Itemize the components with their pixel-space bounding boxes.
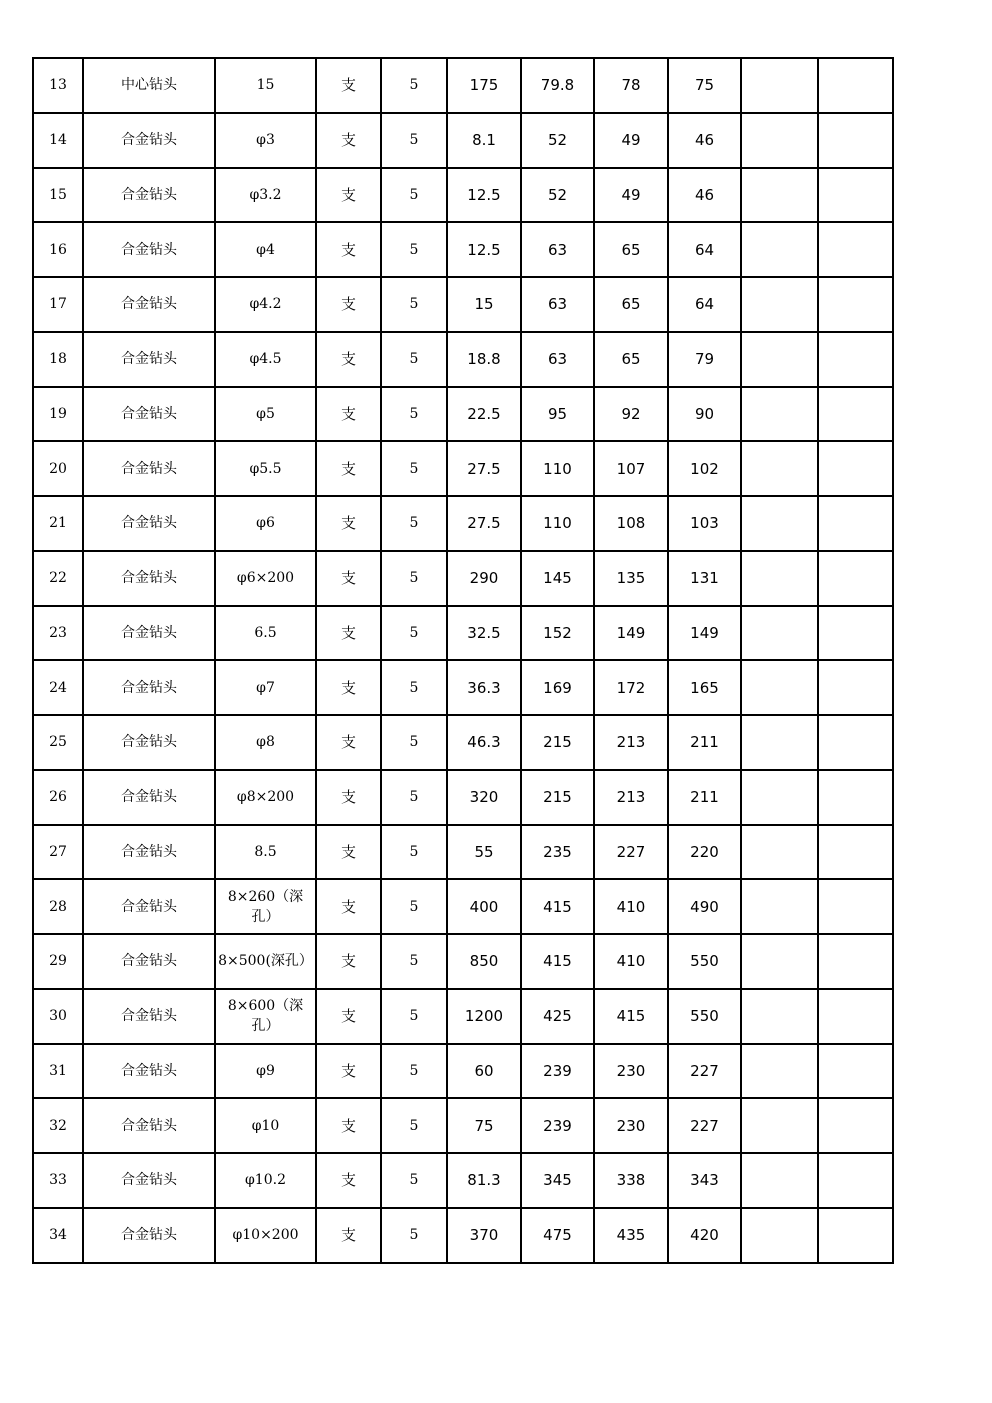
- value-4-cell: 149: [668, 606, 741, 661]
- row-number-cell: 19: [33, 387, 83, 442]
- spec-cell: φ6×200: [215, 551, 316, 606]
- empty-cell-1: [741, 551, 818, 606]
- empty-cell-1: [741, 770, 818, 825]
- quantity-cell: 5: [381, 1098, 447, 1153]
- value-3-cell: 65: [594, 222, 668, 277]
- row-number-cell: 16: [33, 222, 83, 277]
- spec-cell: 15: [215, 58, 316, 113]
- empty-cell-1: [741, 1153, 818, 1208]
- item-name-cell: 合金钻头: [83, 222, 215, 277]
- value-3-cell: 65: [594, 277, 668, 332]
- spec-cell: φ10.2: [215, 1153, 316, 1208]
- item-name-cell: 中心钻头: [83, 58, 215, 113]
- row-number-cell: 23: [33, 606, 83, 661]
- table-row: [33, 277, 893, 332]
- value-2-cell: 475: [521, 1208, 594, 1263]
- row-number-cell: 22: [33, 551, 83, 606]
- value-2-cell: 52: [521, 168, 594, 223]
- item-name-cell: 合金钻头: [83, 660, 215, 715]
- value-1-cell: 370: [447, 1208, 521, 1263]
- value-3-cell: 135: [594, 551, 668, 606]
- row-number-cell: 34: [33, 1208, 83, 1263]
- row-number-cell: 29: [33, 934, 83, 989]
- spec-cell: φ4: [215, 222, 316, 277]
- table-row: [33, 551, 893, 606]
- empty-cell-1: [741, 58, 818, 113]
- quantity-cell: 5: [381, 1153, 447, 1208]
- spec-cell: φ3: [215, 113, 316, 168]
- value-3-cell: 230: [594, 1044, 668, 1099]
- empty-cell-2: [818, 770, 893, 825]
- item-name-cell: 合金钻头: [83, 441, 215, 496]
- row-number-cell: 14: [33, 113, 83, 168]
- item-name-cell: 合金钻头: [83, 168, 215, 223]
- table-row: [33, 660, 893, 715]
- unit-cell: 支: [316, 58, 381, 113]
- empty-cell-1: [741, 496, 818, 551]
- empty-cell-1: [741, 1208, 818, 1263]
- table-row: [33, 1208, 893, 1263]
- item-name-cell: 合金钻头: [83, 934, 215, 989]
- unit-cell: 支: [316, 989, 381, 1044]
- table-row: [33, 879, 893, 934]
- value-3-cell: 172: [594, 660, 668, 715]
- value-2-cell: 110: [521, 441, 594, 496]
- table-row: [33, 715, 893, 770]
- value-1-cell: 400: [447, 879, 521, 934]
- row-number-cell: 25: [33, 715, 83, 770]
- value-3-cell: 435: [594, 1208, 668, 1263]
- value-3-cell: 230: [594, 1098, 668, 1153]
- row-number-cell: 18: [33, 332, 83, 387]
- value-2-cell: 235: [521, 825, 594, 880]
- value-1-cell: 320: [447, 770, 521, 825]
- value-4-cell: 420: [668, 1208, 741, 1263]
- empty-cell-2: [818, 551, 893, 606]
- item-name-cell: 合金钻头: [83, 113, 215, 168]
- value-3-cell: 410: [594, 934, 668, 989]
- spec-cell: φ4.2: [215, 277, 316, 332]
- table-row: [33, 58, 893, 113]
- row-number-cell: 32: [33, 1098, 83, 1153]
- spec-cell: φ5: [215, 387, 316, 442]
- unit-cell: 支: [316, 222, 381, 277]
- item-name-cell: 合金钻头: [83, 496, 215, 551]
- empty-cell-1: [741, 715, 818, 770]
- value-2-cell: 95: [521, 387, 594, 442]
- spec-cell: φ8: [215, 715, 316, 770]
- spec-cell: φ6: [215, 496, 316, 551]
- value-1-cell: 290: [447, 551, 521, 606]
- value-1-cell: 850: [447, 934, 521, 989]
- table-row: [33, 934, 893, 989]
- unit-cell: 支: [316, 441, 381, 496]
- unit-cell: 支: [316, 1098, 381, 1153]
- empty-cell-1: [741, 387, 818, 442]
- spec-cell: φ8×200: [215, 770, 316, 825]
- spec-cell: φ7: [215, 660, 316, 715]
- value-4-cell: 343: [668, 1153, 741, 1208]
- value-4-cell: 227: [668, 1044, 741, 1099]
- price-table: [32, 57, 894, 1264]
- table-row: [33, 222, 893, 277]
- table-row: [33, 496, 893, 551]
- unit-cell: 支: [316, 825, 381, 880]
- empty-cell-1: [741, 606, 818, 661]
- quantity-cell: 5: [381, 168, 447, 223]
- unit-cell: 支: [316, 332, 381, 387]
- value-4-cell: 211: [668, 715, 741, 770]
- empty-cell-2: [818, 222, 893, 277]
- unit-cell: 支: [316, 277, 381, 332]
- quantity-cell: 5: [381, 113, 447, 168]
- table-body: [33, 58, 893, 1263]
- value-1-cell: 55: [447, 825, 521, 880]
- item-name-cell: 合金钻头: [83, 1044, 215, 1099]
- quantity-cell: 5: [381, 1208, 447, 1263]
- spec-cell: 6.5: [215, 606, 316, 661]
- empty-cell-1: [741, 1044, 818, 1099]
- row-number-cell: 33: [33, 1153, 83, 1208]
- value-4-cell: 46: [668, 113, 741, 168]
- table-row: [33, 332, 893, 387]
- empty-cell-1: [741, 989, 818, 1044]
- unit-cell: 支: [316, 387, 381, 442]
- row-number-cell: 31: [33, 1044, 83, 1099]
- row-number-cell: 17: [33, 277, 83, 332]
- value-1-cell: 27.5: [447, 496, 521, 551]
- empty-cell-2: [818, 989, 893, 1044]
- quantity-cell: 5: [381, 441, 447, 496]
- table-row: [33, 113, 893, 168]
- empty-cell-2: [818, 715, 893, 770]
- quantity-cell: 5: [381, 277, 447, 332]
- value-3-cell: 65: [594, 332, 668, 387]
- table-row: [33, 606, 893, 661]
- item-name-cell: 合金钻头: [83, 825, 215, 880]
- value-2-cell: 239: [521, 1098, 594, 1153]
- item-name-cell: 合金钻头: [83, 277, 215, 332]
- value-1-cell: 12.5: [447, 222, 521, 277]
- value-4-cell: 64: [668, 277, 741, 332]
- value-4-cell: 131: [668, 551, 741, 606]
- empty-cell-1: [741, 1098, 818, 1153]
- table-row: [33, 825, 893, 880]
- empty-cell-2: [818, 606, 893, 661]
- unit-cell: 支: [316, 113, 381, 168]
- quantity-cell: 5: [381, 770, 447, 825]
- empty-cell-2: [818, 168, 893, 223]
- quantity-cell: 5: [381, 551, 447, 606]
- empty-cell-1: [741, 825, 818, 880]
- empty-cell-2: [818, 660, 893, 715]
- value-2-cell: 63: [521, 222, 594, 277]
- value-2-cell: 79.8: [521, 58, 594, 113]
- value-4-cell: 550: [668, 989, 741, 1044]
- spec-cell: φ10: [215, 1098, 316, 1153]
- value-4-cell: 103: [668, 496, 741, 551]
- row-number-cell: 24: [33, 660, 83, 715]
- empty-cell-2: [818, 1153, 893, 1208]
- unit-cell: 支: [316, 879, 381, 934]
- quantity-cell: 5: [381, 989, 447, 1044]
- value-2-cell: 239: [521, 1044, 594, 1099]
- spec-cell: φ3.2: [215, 168, 316, 223]
- unit-cell: 支: [316, 551, 381, 606]
- empty-cell-1: [741, 168, 818, 223]
- row-number-cell: 28: [33, 879, 83, 934]
- value-4-cell: 211: [668, 770, 741, 825]
- value-2-cell: 425: [521, 989, 594, 1044]
- value-2-cell: 63: [521, 332, 594, 387]
- quantity-cell: 5: [381, 387, 447, 442]
- empty-cell-1: [741, 660, 818, 715]
- value-3-cell: 92: [594, 387, 668, 442]
- value-4-cell: 550: [668, 934, 741, 989]
- spec-cell: 8.5: [215, 825, 316, 880]
- value-2-cell: 415: [521, 879, 594, 934]
- value-2-cell: 345: [521, 1153, 594, 1208]
- value-4-cell: 165: [668, 660, 741, 715]
- item-name-cell: 合金钻头: [83, 1098, 215, 1153]
- value-3-cell: 415: [594, 989, 668, 1044]
- value-1-cell: 32.5: [447, 606, 521, 661]
- value-3-cell: 213: [594, 715, 668, 770]
- quantity-cell: 5: [381, 222, 447, 277]
- quantity-cell: 5: [381, 58, 447, 113]
- value-4-cell: 75: [668, 58, 741, 113]
- spec-cell: 8×260（深孔）: [215, 879, 316, 934]
- table-row: [33, 168, 893, 223]
- quantity-cell: 5: [381, 496, 447, 551]
- value-4-cell: 220: [668, 825, 741, 880]
- unit-cell: 支: [316, 934, 381, 989]
- empty-cell-2: [818, 879, 893, 934]
- value-3-cell: 78: [594, 58, 668, 113]
- spec-cell: φ10×200: [215, 1208, 316, 1263]
- item-name-cell: 合金钻头: [83, 606, 215, 661]
- quantity-cell: 5: [381, 879, 447, 934]
- empty-cell-2: [818, 332, 893, 387]
- value-1-cell: 12.5: [447, 168, 521, 223]
- empty-cell-1: [741, 222, 818, 277]
- empty-cell-2: [818, 441, 893, 496]
- value-2-cell: 215: [521, 715, 594, 770]
- value-1-cell: 60: [447, 1044, 521, 1099]
- value-1-cell: 46.3: [447, 715, 521, 770]
- unit-cell: 支: [316, 168, 381, 223]
- item-name-cell: 合金钻头: [83, 770, 215, 825]
- spec-cell: φ4.5: [215, 332, 316, 387]
- spec-cell: φ9: [215, 1044, 316, 1099]
- value-1-cell: 75: [447, 1098, 521, 1153]
- row-number-cell: 20: [33, 441, 83, 496]
- table-row: [33, 1153, 893, 1208]
- value-3-cell: 410: [594, 879, 668, 934]
- table-row: [33, 1044, 893, 1099]
- value-3-cell: 108: [594, 496, 668, 551]
- value-1-cell: 15: [447, 277, 521, 332]
- value-4-cell: 90: [668, 387, 741, 442]
- empty-cell-2: [818, 496, 893, 551]
- unit-cell: 支: [316, 770, 381, 825]
- value-3-cell: 49: [594, 168, 668, 223]
- value-3-cell: 227: [594, 825, 668, 880]
- row-number-cell: 27: [33, 825, 83, 880]
- unit-cell: 支: [316, 606, 381, 661]
- value-4-cell: 490: [668, 879, 741, 934]
- value-4-cell: 64: [668, 222, 741, 277]
- quantity-cell: 5: [381, 332, 447, 387]
- empty-cell-2: [818, 1098, 893, 1153]
- empty-cell-2: [818, 113, 893, 168]
- row-number-cell: 21: [33, 496, 83, 551]
- table-row: [33, 989, 893, 1044]
- item-name-cell: 合金钻头: [83, 1208, 215, 1263]
- value-3-cell: 107: [594, 441, 668, 496]
- empty-cell-2: [818, 1044, 893, 1099]
- value-3-cell: 213: [594, 770, 668, 825]
- quantity-cell: 5: [381, 715, 447, 770]
- unit-cell: 支: [316, 1153, 381, 1208]
- empty-cell-2: [818, 277, 893, 332]
- value-2-cell: 415: [521, 934, 594, 989]
- spec-cell: 8×500(深孔）: [215, 934, 316, 989]
- row-number-cell: 13: [33, 58, 83, 113]
- item-name-cell: 合金钻头: [83, 879, 215, 934]
- unit-cell: 支: [316, 1044, 381, 1099]
- unit-cell: 支: [316, 715, 381, 770]
- value-2-cell: 169: [521, 660, 594, 715]
- value-3-cell: 149: [594, 606, 668, 661]
- table-row: [33, 770, 893, 825]
- unit-cell: 支: [316, 496, 381, 551]
- table-row: [33, 441, 893, 496]
- value-1-cell: 27.5: [447, 441, 521, 496]
- empty-cell-2: [818, 58, 893, 113]
- value-2-cell: 215: [521, 770, 594, 825]
- empty-cell-1: [741, 113, 818, 168]
- value-4-cell: 227: [668, 1098, 741, 1153]
- value-1-cell: 175: [447, 58, 521, 113]
- empty-cell-1: [741, 879, 818, 934]
- item-name-cell: 合金钻头: [83, 989, 215, 1044]
- value-2-cell: 52: [521, 113, 594, 168]
- empty-cell-2: [818, 1208, 893, 1263]
- empty-cell-2: [818, 387, 893, 442]
- empty-cell-1: [741, 934, 818, 989]
- item-name-cell: 合金钻头: [83, 715, 215, 770]
- value-1-cell: 8.1: [447, 113, 521, 168]
- value-4-cell: 102: [668, 441, 741, 496]
- row-number-cell: 15: [33, 168, 83, 223]
- quantity-cell: 5: [381, 825, 447, 880]
- item-name-cell: 合金钻头: [83, 1153, 215, 1208]
- value-1-cell: 81.3: [447, 1153, 521, 1208]
- table-row: [33, 1098, 893, 1153]
- empty-cell-1: [741, 332, 818, 387]
- row-number-cell: 26: [33, 770, 83, 825]
- value-2-cell: 145: [521, 551, 594, 606]
- value-1-cell: 36.3: [447, 660, 521, 715]
- value-2-cell: 152: [521, 606, 594, 661]
- item-name-cell: 合金钻头: [83, 387, 215, 442]
- item-name-cell: 合金钻头: [83, 551, 215, 606]
- value-1-cell: 22.5: [447, 387, 521, 442]
- row-number-cell: 30: [33, 989, 83, 1044]
- item-name-cell: 合金钻头: [83, 332, 215, 387]
- unit-cell: 支: [316, 660, 381, 715]
- value-3-cell: 338: [594, 1153, 668, 1208]
- empty-cell-1: [741, 277, 818, 332]
- spec-cell: φ5.5: [215, 441, 316, 496]
- value-3-cell: 49: [594, 113, 668, 168]
- quantity-cell: 5: [381, 606, 447, 661]
- empty-cell-2: [818, 825, 893, 880]
- quantity-cell: 5: [381, 660, 447, 715]
- unit-cell: 支: [316, 1208, 381, 1263]
- value-4-cell: 79: [668, 332, 741, 387]
- value-2-cell: 110: [521, 496, 594, 551]
- spec-cell: 8×600（深孔）: [215, 989, 316, 1044]
- empty-cell-1: [741, 441, 818, 496]
- value-1-cell: 1200: [447, 989, 521, 1044]
- quantity-cell: 5: [381, 934, 447, 989]
- empty-cell-2: [818, 934, 893, 989]
- value-2-cell: 63: [521, 277, 594, 332]
- value-4-cell: 46: [668, 168, 741, 223]
- table-row: [33, 387, 893, 442]
- value-1-cell: 18.8: [447, 332, 521, 387]
- quantity-cell: 5: [381, 1044, 447, 1099]
